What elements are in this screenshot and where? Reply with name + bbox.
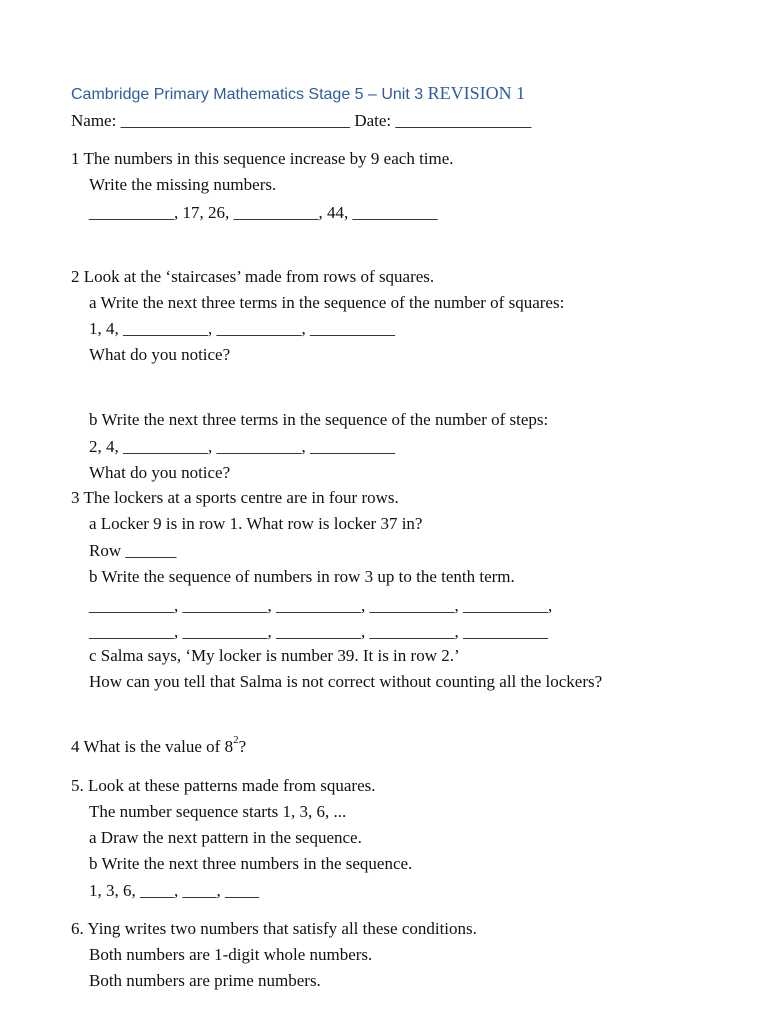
q2a-prompt: a Write the next three terms in the sequence of the number of squares:	[89, 293, 565, 312]
q4-question-mark: ?	[238, 737, 247, 756]
q3c-prompt: c Salma says, ‘My locker is number 39. It is in row 2.’	[89, 646, 460, 665]
q2b-answer-line: 2, 4, __________, __________, __________	[89, 437, 395, 456]
q4-exponent: 2	[233, 734, 239, 747]
q3-statement: 3 The lockers at a sports centre are in four rows.	[71, 488, 399, 507]
title-revision: REVISION 1	[427, 83, 526, 103]
q5b-prompt: b Write the next three numbers in the sequence.	[89, 854, 413, 873]
q1-answer-line: __________, 17, 26, __________, 44, __________	[89, 203, 438, 222]
q5-sequence-start: The number sequence starts 1, 3, 6, ...	[89, 802, 347, 821]
q2-statement: 2 Look at the ‘staircases’ made from rows of squares.	[71, 267, 435, 286]
q5-statement: 5. Look at these patterns made from squares.	[71, 776, 376, 795]
q2b-prompt: b Write the next three terms in the sequence of the number of steps:	[89, 410, 549, 429]
q3a-answer-line: Row ______	[89, 541, 177, 560]
q3a-prompt: a Locker 9 is in row 1. What row is locker 37 in?	[89, 514, 423, 533]
q3b-prompt: b Write the sequence of numbers in row 3 up to the tenth term.	[89, 567, 515, 586]
q3c-question: How can you tell that Salma is not correct without counting all the lockers?	[89, 672, 603, 691]
q6-condition-1: Both numbers are 1-digit whole numbers.	[89, 945, 373, 964]
q6-statement: 6. Ying writes two numbers that satisfy all these conditions.	[71, 919, 477, 938]
q2a-answer-line: 1, 4, __________, __________, __________	[89, 319, 395, 338]
q2a-notice: What do you notice?	[89, 345, 231, 364]
q5b-answer-line: 1, 3, 6, ____, ____, ____	[89, 881, 259, 900]
q3b-answer-line-2: __________, __________, __________, __________, __________	[89, 622, 548, 641]
q5a-prompt: a Draw the next pattern in the sequence.	[89, 828, 362, 847]
title-main: Cambridge Primary Mathematics Stage 5 – Unit 3	[71, 86, 428, 103]
q4-text: 4 What is the value of 8	[71, 737, 234, 756]
q2b-notice: What do you notice?	[89, 463, 231, 482]
q4-statement	[71, 736, 246, 758]
q1-statement: 1 The numbers in this sequence increase by 9 each time.	[71, 149, 454, 168]
q6-condition-2: Both numbers are prime numbers.	[89, 971, 321, 990]
q1-instruction: Write the missing numbers.	[89, 175, 277, 194]
worksheet-title	[71, 82, 525, 106]
q3b-answer-line-1: __________, __________, __________, __________, __________,	[89, 596, 553, 615]
name-date-line: Name: ___________________________ Date: ________________	[71, 111, 532, 130]
